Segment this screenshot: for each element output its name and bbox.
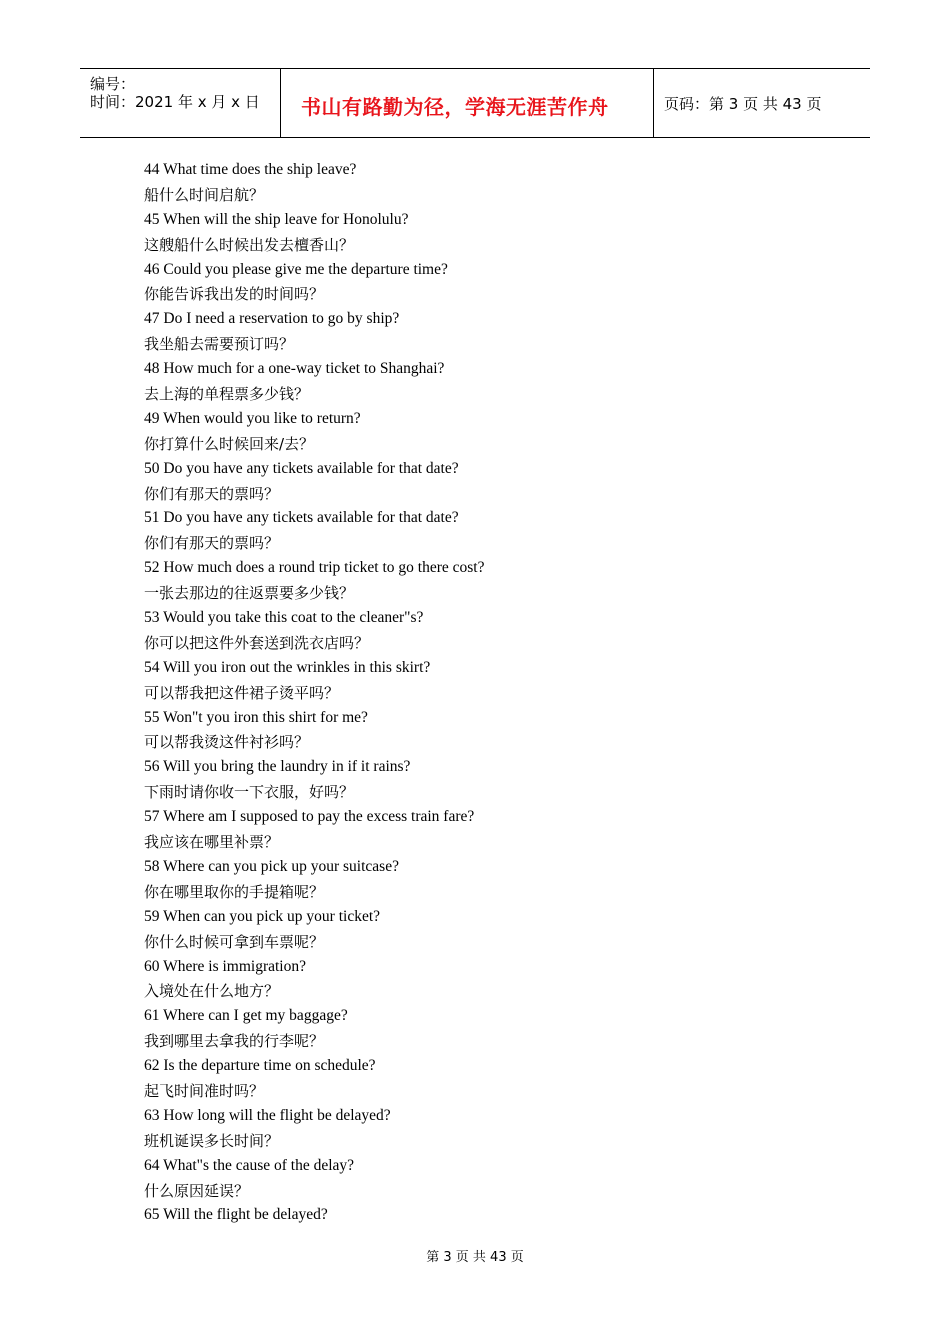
chinese-translation-line: 我到哪里去拿我的行李呢？	[144, 1032, 325, 1051]
chinese-translation-line: 这艘船什么时候出发去檀香山？	[144, 235, 355, 254]
header-motto-cell	[281, 69, 654, 137]
english-phrase-line: 64 What"s the cause of the delay?	[144, 1156, 355, 1174]
english-phrase-line: 52 How much does a round trip ticket to go there cost?	[144, 559, 485, 577]
english-phrase-line: 59 When can you pick up your ticket?	[144, 907, 381, 925]
english-phrase-line: 50 Do you have any tickets available for that date?	[144, 459, 459, 477]
english-phrase-line: 46 Could you please give me the departure time?	[144, 260, 448, 278]
chinese-translation-line: 可以帮我把这件裙子烫平吗？	[144, 683, 340, 702]
footer-page-number: 第 3 页 共 43 页	[426, 1250, 524, 1265]
chinese-translation-line: 你可以把这件外套送到洗衣店吗？	[144, 633, 370, 652]
document-number-label: 编号：	[90, 75, 136, 93]
header-page-info: 页码：第 3 页 共 43 页	[664, 95, 822, 113]
chinese-translation-line: 我应该在哪里补票？	[144, 833, 280, 852]
english-phrase-line: 56 Will you bring the laundry in if it rains?	[144, 758, 411, 776]
english-phrase-line: 51 Do you have any tickets available for that date?	[144, 509, 459, 527]
english-phrase-line: 47 Do I need a reservation to go by ship?	[144, 310, 400, 328]
chinese-translation-line: 你们有那天的票吗？	[144, 484, 280, 503]
english-phrase-line: 57 Where am I supposed to pay the excess train fare?	[144, 808, 475, 826]
chinese-translation-line: 你在哪里取你的手提箱呢？	[144, 882, 325, 901]
english-phrase-line: 65 Will the flight be delayed?	[144, 1206, 328, 1224]
chinese-translation-line: 可以帮我烫这件衬衫吗？	[144, 733, 310, 752]
header-motto: 书山有路勤为径，学海无涯苦作舟	[301, 95, 609, 119]
english-phrase-line: 44 What time does the ship leave?	[144, 161, 357, 178]
english-phrase-line: 45 When will the ship leave for Honolulu?	[144, 210, 409, 228]
chinese-translation-line: 去上海的单程票多少钱？	[144, 385, 310, 404]
english-phrase-line: 62 Is the departure time on schedule?	[144, 1057, 376, 1075]
header-meta-cell	[80, 69, 281, 137]
chinese-translation-line: 你能告诉我出发的时间吗？	[144, 285, 325, 304]
chinese-translation-line: 班机诞误多长时间？	[144, 1131, 280, 1150]
chinese-translation-line: 我坐船去需要预订吗？	[144, 335, 295, 354]
english-phrase-line: 54 Will you iron out the wrinkles in this skirt?	[144, 658, 431, 676]
english-phrase-line: 61 Where can I get my baggage?	[144, 1007, 348, 1025]
phrase-list	[144, 158, 485, 1228]
chinese-translation-line: 你什么时候可拿到车票呢？	[144, 932, 325, 951]
chinese-translation-line: 起飞时间准时吗？	[144, 1081, 265, 1100]
chinese-translation-line: 你们有那天的票吗？	[144, 534, 280, 553]
chinese-translation-line: 什么原因延误？	[144, 1181, 250, 1200]
english-phrase-line: 53 Would you take this coat to the cleaner"s?	[144, 609, 424, 627]
chinese-translation-line: 下雨时请你收一下衣服，好吗？	[144, 783, 355, 802]
page-footer	[0, 1246, 950, 1265]
english-phrase-line: 49 When would you like to return?	[144, 409, 361, 427]
english-phrase-line: 58 Where can you pick up your suitcase?	[144, 857, 399, 875]
english-phrase-line: 60 Where is immigration?	[144, 957, 306, 975]
chinese-translation-line: 船什么时间启航？	[144, 185, 265, 204]
chinese-translation-line: 你打算什么时候回来/去？	[144, 434, 315, 453]
document-date: 时间：2021 年 x 月 x 日	[90, 93, 260, 111]
page-header	[80, 68, 870, 138]
chinese-translation-line: 一张去那边的往返票要多少钱？	[144, 584, 355, 603]
chinese-translation-line: 入境处在什么地方？	[144, 982, 280, 1001]
english-phrase-line: 63 How long will the flight be delayed?	[144, 1106, 391, 1124]
english-phrase-line: 55 Won"t you iron this shirt for me?	[144, 708, 368, 726]
header-page-cell	[654, 69, 870, 137]
english-phrase-line: 48 How much for a one-way ticket to Shanghai?	[144, 360, 445, 378]
